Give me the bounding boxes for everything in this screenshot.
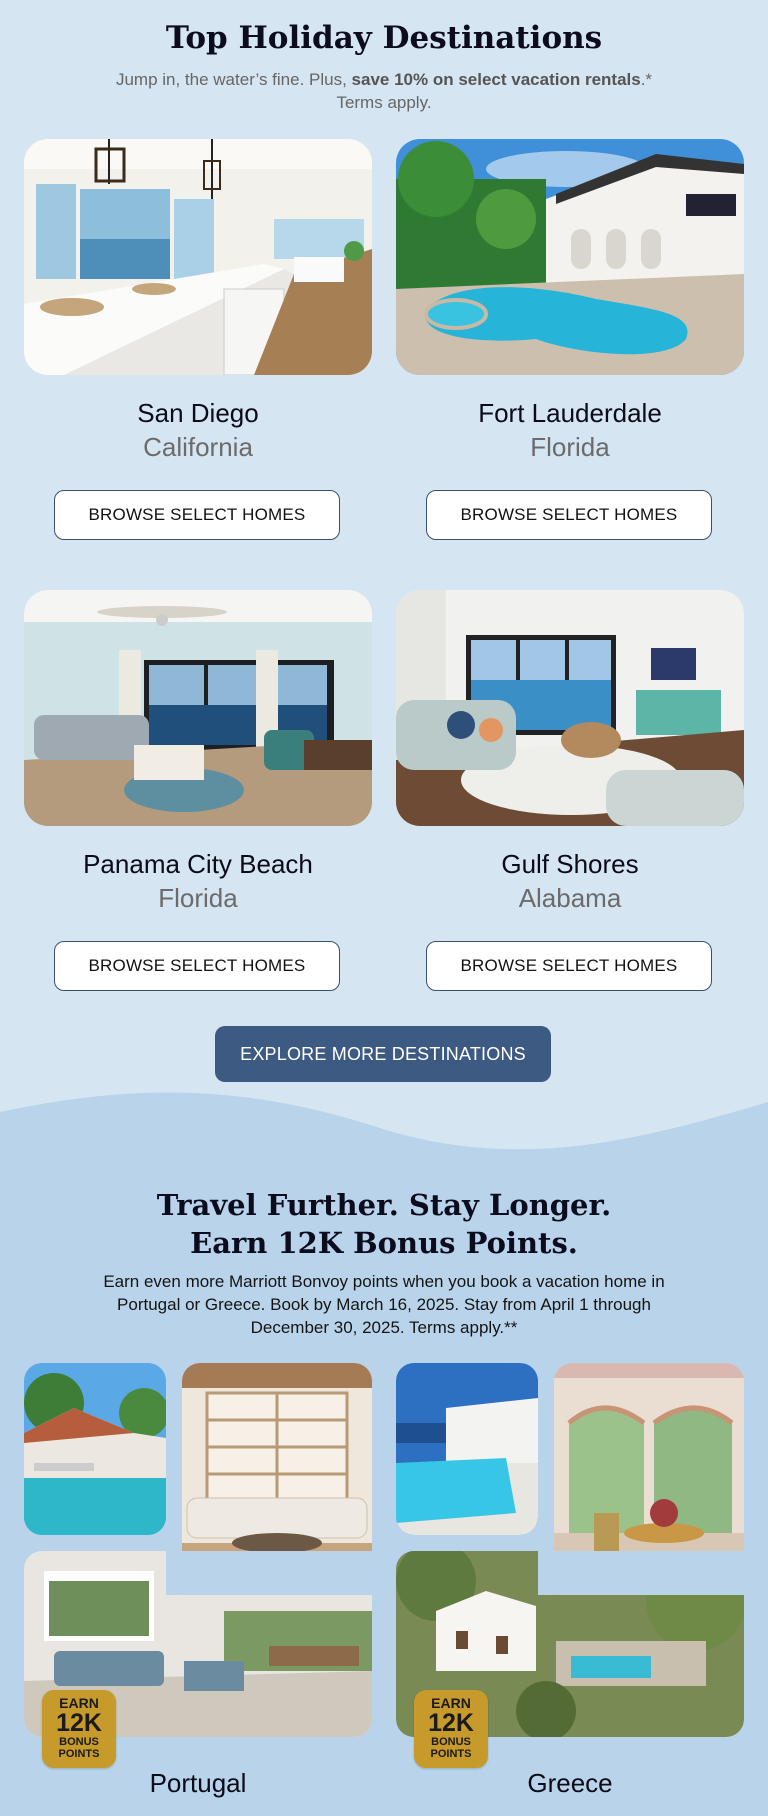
badge-points: POINTS xyxy=(58,1748,100,1760)
state-name: Alabama xyxy=(518,883,622,913)
city-name: Fort Lauderdale xyxy=(478,398,662,428)
photo-fort-lauderdale-pool[interactable] xyxy=(396,139,744,375)
photo-portugal-pool xyxy=(24,1363,166,1535)
promo-body: Earn even more Marriott Bonvoy points when you book a vacation home in Portugal or Greece. Book by March 16, 2025. Stay from April 1 through December 30, 2025. Terms apply.** xyxy=(103,1272,665,1337)
country-label-portugal[interactable]: Portugal xyxy=(149,1768,247,1798)
subtitle-offer: save 10% on select vacation rentals xyxy=(351,70,641,89)
city-name: Panama City Beach xyxy=(83,849,313,879)
browse-homes-button[interactable]: BROWSE SELECT HOMES xyxy=(426,490,712,540)
promo-title-line1: Travel Further. Stay Longer. xyxy=(156,1188,612,1222)
earn-12k-bonus-badge xyxy=(42,1690,116,1768)
explore-more-destinations-button[interactable]: EXPLORE MORE DESTINATIONS xyxy=(215,1026,551,1082)
collage-gap xyxy=(166,1551,372,1595)
promo-title xyxy=(0,1186,768,1262)
badge-earn: EARN xyxy=(59,1695,99,1711)
browse-homes-button[interactable]: BROWSE SELECT HOMES xyxy=(426,941,712,991)
section-subtitle xyxy=(80,68,688,114)
state-name: Florida xyxy=(158,883,238,913)
browse-homes-button[interactable]: BROWSE SELECT HOMES xyxy=(54,490,340,540)
badge-bonus: BONUS xyxy=(59,1736,99,1748)
state-name: Florida xyxy=(530,432,610,462)
photo-greece-pool xyxy=(396,1363,538,1535)
badge-points: POINTS xyxy=(430,1748,472,1760)
collage-gap xyxy=(538,1551,744,1595)
badge-bonus: BONUS xyxy=(431,1736,471,1748)
browse-homes-button[interactable]: BROWSE SELECT HOMES xyxy=(54,941,340,991)
city-name: Gulf Shores xyxy=(501,849,639,879)
section-title: Top Holiday Destinations xyxy=(165,20,603,56)
country-label-greece[interactable]: Greece xyxy=(527,1768,613,1798)
promo-title-line2: Earn 12K Bonus Points. xyxy=(190,1226,578,1260)
badge-amount: 12K xyxy=(56,1709,102,1737)
state-name: California xyxy=(143,432,253,462)
subtitle-text: Jump in, the water’s fine. Plus, xyxy=(115,70,352,89)
subtitle-terms: Terms apply. xyxy=(336,93,432,112)
photo-san-diego-kitchen[interactable] xyxy=(24,139,372,375)
badge-amount: 12K xyxy=(428,1709,474,1737)
earn-12k-bonus-badge xyxy=(414,1690,488,1768)
photo-panama-city-living-room[interactable] xyxy=(24,590,372,826)
subtitle-asterisk: .* xyxy=(640,70,653,89)
city-name: San Diego xyxy=(137,398,259,428)
photo-gulf-shores-living-room[interactable] xyxy=(396,590,744,826)
badge-earn: EARN xyxy=(431,1695,471,1711)
